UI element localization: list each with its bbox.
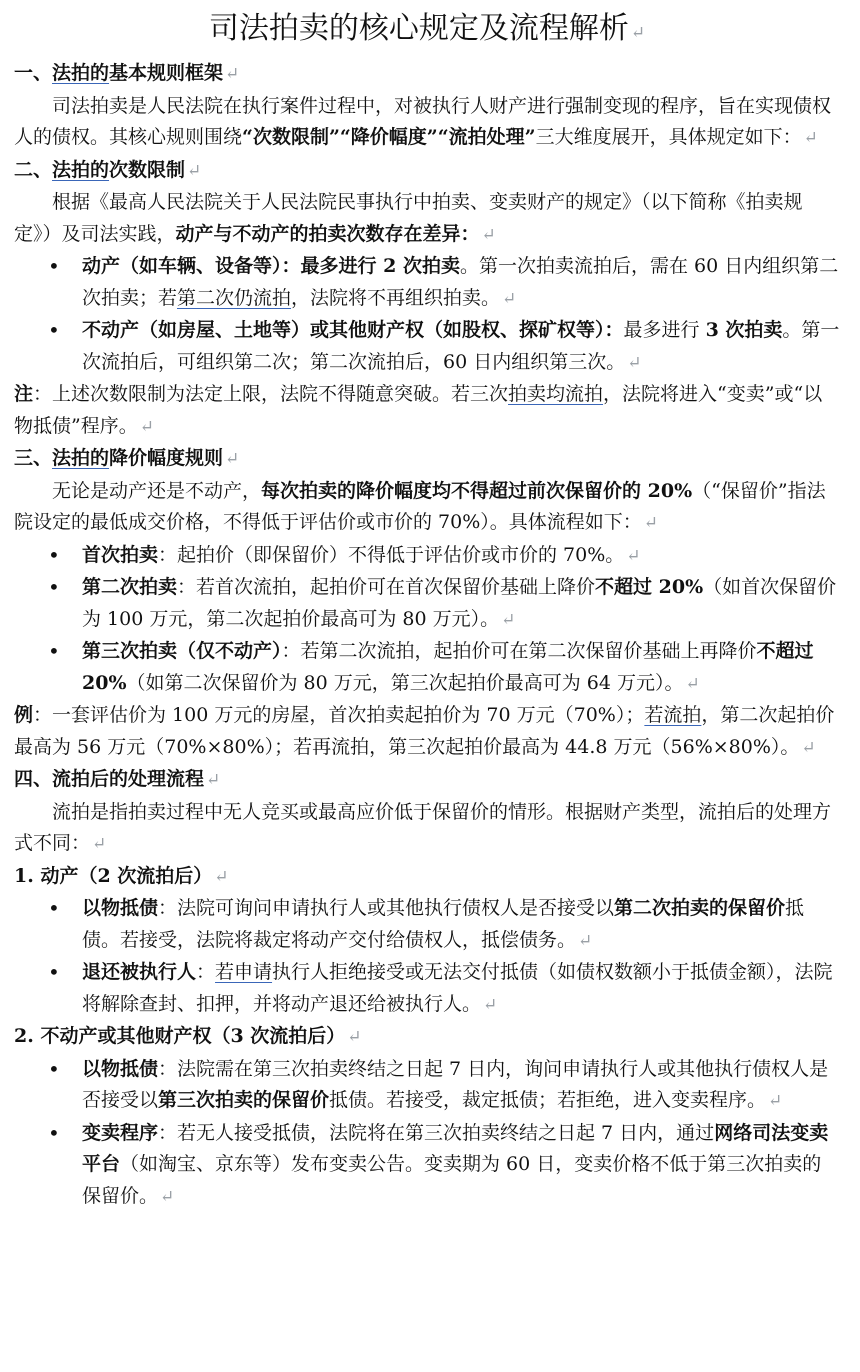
text: 。第一次流拍后，可组织第二次；第二次流拍后，60 日内组织第三次。 — [82, 319, 840, 373]
document-title — [14, 6, 840, 56]
heading-underlined: 法拍的 — [52, 447, 110, 469]
text: 。第一次拍卖流拍后，需在 60 日内组织第二次拍卖；若 — [82, 255, 839, 309]
paragraph-mark: ↵ — [803, 128, 818, 148]
subsection-title: 2. 不动产或其他财产权（3 次流拍后） — [14, 1025, 346, 1047]
bold-text: 以物抵债 — [82, 1057, 159, 1080]
bold-text: 不动产（如房屋、土地等）或其他财产权（如股权、探矿权等）： — [82, 319, 624, 341]
paragraph-mark: ↵ — [481, 224, 496, 245]
bold-text: 每次拍卖的降价幅度均不得超过前次保留价的 20% — [261, 479, 693, 502]
text: 执行人拒绝接受或无法交付抵债（如债权数额小于抵债金额），法院将解除查封、扣押，并将动产退还给被执行人。 — [82, 961, 833, 1015]
list-item — [82, 636, 840, 700]
bold-text: 动产（如车辆、设备等）：最多进行 2 次拍卖 — [82, 255, 460, 277]
bold-text: 不超过 20% — [82, 640, 814, 694]
section-2-list — [14, 251, 840, 379]
paragraph-mark: ↵ — [627, 352, 642, 373]
bold-text: 网络司法变卖平台 — [82, 1121, 829, 1175]
text: 三大维度展开，具体规定如下： — [535, 126, 802, 148]
title-text: 司法拍卖的核心规定及流程解析 — [208, 11, 629, 46]
text: ：上述次数限制为法定上限，法院不得随意突破。若三次 — [33, 383, 509, 405]
bold-text: 第二次拍卖的保留价 — [614, 897, 786, 919]
list-item — [82, 893, 840, 957]
text: ，第二次起拍价最高为 56 万元（70%×80%）；若再流拍，第三次起拍价最高为 44.8 万元（56%×80%）。 — [14, 704, 835, 758]
heading-text: 降价幅度规则 — [109, 447, 224, 469]
paragraph-mark: ↵ — [626, 545, 641, 566]
bold-text: 第三次拍卖（仅不动产） — [82, 640, 282, 662]
section-1-heading — [14, 58, 840, 91]
list-item — [82, 315, 840, 379]
text: ：若第二次流拍，起拍价可在第二次保留价基础上再降价 — [281, 640, 757, 662]
text: ，法院将不再组织拍卖。 — [291, 286, 501, 309]
paragraph-mark: ↵ — [139, 416, 154, 437]
section-number: 一、 — [14, 62, 53, 84]
subsection-title: 1. 动产（2 次流拍后） — [14, 864, 213, 887]
text: ：法院可询问申请执行人或其他执行债权人是否接受以 — [158, 897, 615, 919]
subsection-2-heading — [14, 1021, 840, 1054]
bold-text: 退还被执行人 — [82, 961, 197, 983]
paragraph-mark: ↵ — [214, 866, 229, 887]
text: ：一套评估价为 100 万元的房屋，首次拍卖起拍价为 70 万元（70%）； — [33, 704, 645, 726]
bold-text: 第三次拍卖的保留价 — [158, 1089, 330, 1111]
text: 司法拍卖是人民法院在执行案件过程中，对被执行人财产进行强制变现的程序，旨在实现债权人的债权。其核心规则围绕 — [14, 94, 832, 148]
paragraph-mark: ↵ — [630, 23, 646, 43]
paragraph-mark: ↵ — [501, 609, 516, 630]
section-4-heading — [14, 764, 840, 797]
heading-text: 基本规则框架 — [109, 62, 224, 84]
text: 抵债。若接受，裁定抵债；若拒绝，进入变卖程序。 — [329, 1089, 767, 1111]
paragraph-mark: ↵ — [578, 930, 593, 951]
paragraph-mark: ↵ — [502, 288, 517, 309]
text: 最多进行 — [623, 319, 706, 341]
bold-text: “次数限制”“降价幅度”“流拍处理” — [242, 126, 536, 148]
bold-text: 动产与不动产的拍卖次数存在差异： — [175, 222, 480, 245]
text: （如淘宝、京东等）发布变卖公告。变卖期为 60 日，变卖价格不低于第三次拍卖的保留价。 — [82, 1153, 822, 1207]
heading-underlined: 法拍的 — [52, 158, 110, 181]
text: 无论是动产还是不动产， — [52, 479, 262, 502]
bold-text: 以物抵债 — [82, 897, 159, 919]
paragraph-mark: ↵ — [206, 770, 221, 790]
text: （如首次保留价为 100 万元，第二次起拍价最高可为 80 万元）。 — [82, 576, 837, 630]
paragraph-mark: ↵ — [225, 449, 240, 469]
bold-text: 首次拍卖 — [82, 543, 159, 566]
subsection-1-heading — [14, 861, 840, 894]
text: 根据《最高人民法院关于人民法院民事执行中拍卖、变卖财产的规定》（以下简称《拍卖规定》）及司法实践， — [14, 191, 803, 245]
section-2-paragraph — [14, 187, 840, 251]
text: ：法院需在第三次拍卖终结之日起 7 日内，询问申请执行人或其他执行债权人是否接受以 — [82, 1057, 829, 1111]
paragraph-mark: ↵ — [347, 1027, 362, 1047]
section-3-heading — [14, 443, 840, 476]
heading-text: 次数限制 — [109, 158, 186, 181]
paragraph-mark: ↵ — [92, 834, 107, 854]
subsection-1-list — [14, 893, 840, 1021]
underlined-text: 拍卖均流拍 — [508, 383, 604, 405]
text: 流拍是指拍卖过程中无人竞买或最高应价低于保留价的情形。根据财产类型，流拍后的处理方式不同： — [14, 800, 832, 854]
list-item — [82, 540, 840, 573]
text: ： — [196, 961, 216, 983]
heading-underlined: 法拍的 — [52, 62, 110, 84]
subsection-2-list — [14, 1054, 840, 1214]
text: ，法院将进入“变卖”或“以物抵债”程序。 — [14, 383, 823, 437]
text: （“保留价”指法院设定的最低成交价格，不得低于评估价或市价的 70%）。具体流程如下： — [14, 479, 826, 533]
bold-text: 第二次拍卖 — [82, 576, 178, 598]
paragraph-mark: ↵ — [225, 64, 240, 84]
bold-text: 不超过 20% — [595, 576, 704, 598]
text: ：起拍价（即保留价）不得低于评估价或市价的 70%。 — [158, 543, 625, 566]
section-1-paragraph — [14, 91, 840, 155]
paragraph-mark: ↵ — [483, 994, 498, 1015]
paragraph-mark: ↵ — [643, 513, 659, 533]
section-3-example — [14, 700, 840, 764]
bold-text: 例 — [14, 704, 34, 726]
paragraph-mark: ↵ — [187, 160, 202, 181]
list-item — [82, 572, 840, 636]
section-3-list — [14, 540, 840, 701]
bold-text: 3 次拍卖 — [705, 319, 783, 341]
section-number: 三、 — [14, 447, 53, 469]
text: 抵债。若接受，法院将裁定将动产交付给债权人，抵偿债务。 — [82, 897, 805, 951]
list-item — [82, 1118, 840, 1214]
section-4-paragraph — [14, 797, 840, 861]
list-item — [82, 1054, 840, 1118]
section-3-paragraph — [14, 476, 840, 540]
paragraph-mark: ↵ — [160, 1186, 175, 1207]
bold-text: 变卖程序 — [82, 1121, 159, 1144]
list-item — [82, 957, 840, 1021]
underlined-text: 第二次仍流拍 — [177, 286, 292, 309]
text: （如第二次保留价为 80 万元，第三次起拍价最高可为 64 万元）。 — [126, 671, 684, 694]
section-2-note — [14, 379, 840, 443]
list-item — [82, 251, 840, 315]
section-number: 四、 — [14, 768, 53, 790]
underlined-text: 若流拍 — [644, 704, 702, 726]
underlined-text: 若申请 — [215, 961, 273, 983]
text: ：若首次流拍，起拍价可在首次保留价基础上降价 — [177, 576, 596, 598]
bold-text: 注 — [14, 383, 34, 405]
paragraph-mark: ↵ — [801, 737, 816, 758]
text: ：若无人接受抵债，法院将在第三次拍卖终结之日起 7 日内，通过 — [158, 1121, 715, 1144]
paragraph-mark: ↵ — [685, 673, 700, 694]
section-2-heading — [14, 155, 840, 188]
paragraph-mark: ↵ — [768, 1091, 783, 1111]
heading-text: 流拍后的处理流程 — [52, 768, 205, 790]
section-number: 二、 — [14, 158, 53, 181]
